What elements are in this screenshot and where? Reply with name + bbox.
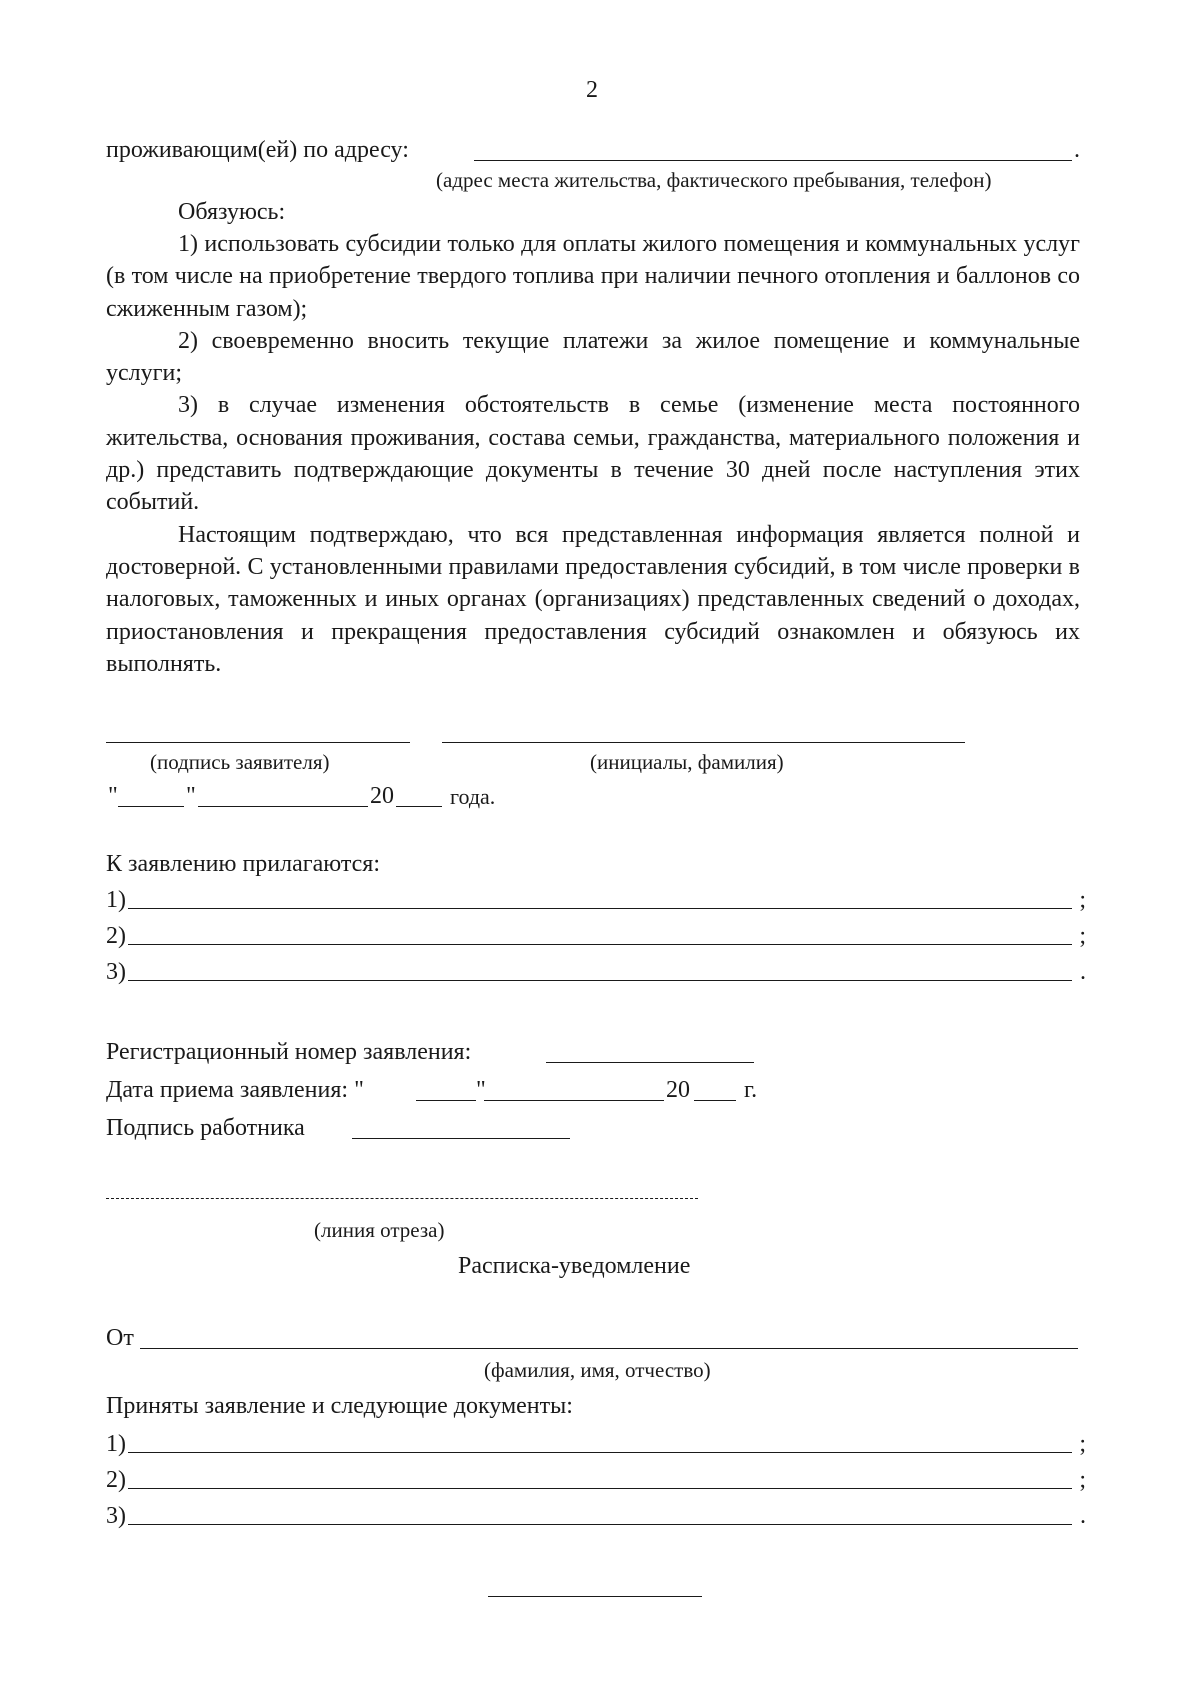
receipt-from-label: От — [106, 1325, 134, 1351]
signature-line[interactable] — [106, 742, 410, 743]
sign-date-day-line[interactable] — [118, 806, 184, 807]
reception-date-label: Дата приема заявления: " — [106, 1077, 364, 1103]
attachment-item-number: 3) — [106, 959, 126, 985]
address-end-mark: . — [1074, 137, 1080, 163]
sign-date-month-line[interactable] — [198, 806, 368, 807]
address-label: проживающим(ей) по адресу: — [106, 137, 409, 163]
address-field-line[interactable] — [474, 160, 1072, 161]
attachment-item-line[interactable] — [128, 908, 1072, 909]
worker-signature-label: Подпись работника — [106, 1115, 305, 1141]
attachment-item-number: 1) — [106, 887, 126, 913]
reception-date-year-suffix: г. — [744, 1077, 758, 1103]
receipt-doc-number: 1) — [106, 1431, 126, 1457]
attachment-item-end: . — [1080, 959, 1086, 985]
attachment-item-number: 2) — [106, 923, 126, 949]
reception-date-day-line[interactable] — [416, 1100, 476, 1101]
receipt-doc-end: ; — [1079, 1467, 1086, 1493]
attachment-item-line[interactable] — [128, 944, 1072, 945]
receipt-doc-line[interactable] — [128, 1452, 1072, 1453]
receipt-doc-end: . — [1080, 1503, 1086, 1529]
signature-caption: (подпись заявителя) — [150, 750, 330, 774]
reception-date-year-prefix: 20 — [666, 1077, 690, 1103]
attachments-heading: К заявлению прилагаются: — [106, 851, 381, 877]
obligations-heading: Обязуюсь: — [178, 199, 286, 225]
receipt-doc-line[interactable] — [128, 1488, 1072, 1489]
sign-date-year-prefix: 20 — [370, 783, 394, 809]
receipt-from-line[interactable] — [140, 1348, 1078, 1349]
obligation-item-3: 3) в случае изменения обстоятельств в семье (изменение места постоянного жительства, основания проживания, состава семьи, гражданства, материального положения и др.) представить подтверждающие документы в течение 30 дней после наступления этих событий. — [106, 392, 1080, 516]
obligation-item-2: 2) своевременно вносить текущие платежи за жилое помещение и коммунальные услуги; — [106, 327, 1080, 387]
obligation-item-1: 1) использовать субсидии только для оплаты жилого помещения и коммунальных услуг (в том числе на приобретение твердого топлива при наличии печного отопления и баллонов со сжиженным газом); — [106, 231, 1080, 322]
attachment-item-end: ; — [1079, 887, 1086, 913]
confirmation-paragraph: Настоящим подтверждаю, что вся представленная информация является полной и достоверной. С установленными правилами предоставления субсидий, в том числе проверки в налоговых, таможенных и иных органах (организациях) представленных сведений о доходах, приостановления и прекращения предоставления субсидий ознакомлен и обязуюсь их выполнять. — [106, 521, 1080, 677]
worker-signature-line[interactable] — [352, 1138, 570, 1139]
reception-date-quote-close: " — [476, 1077, 486, 1103]
attachment-item-line[interactable] — [128, 980, 1072, 981]
sign-date-year-suffix: года. — [450, 784, 496, 809]
receipt-doc-line[interactable] — [128, 1524, 1072, 1525]
registration-number-label: Регистрационный номер заявления: — [106, 1039, 472, 1065]
obligations-body — [106, 228, 1080, 680]
registration-number-line[interactable] — [546, 1062, 754, 1063]
cut-line — [106, 1198, 698, 1199]
name-caption: (инициалы, фамилия) — [590, 750, 784, 774]
receipt-doc-number: 2) — [106, 1467, 126, 1493]
receipt-doc-number: 3) — [106, 1503, 126, 1529]
reception-date-year-line[interactable] — [694, 1100, 736, 1101]
receipt-from-caption: (фамилия, имя, отчество) — [484, 1358, 711, 1382]
receipt-title: Расписка-уведомление — [458, 1253, 691, 1279]
attachment-item-end: ; — [1079, 923, 1086, 949]
sign-date-quote-close: " — [186, 783, 196, 809]
closing-divider — [488, 1596, 702, 1597]
page-number: 2 — [586, 77, 598, 103]
cut-line-caption: (линия отреза) — [314, 1218, 445, 1242]
name-line[interactable] — [442, 742, 965, 743]
receipt-docs-heading: Приняты заявление и следующие документы: — [106, 1393, 573, 1419]
sign-date-quote-open: " — [108, 783, 118, 809]
address-caption: (адрес места жительства, фактического пребывания, телефон) — [436, 168, 992, 192]
reception-date-month-line[interactable] — [484, 1100, 664, 1101]
sign-date-year-line[interactable] — [396, 806, 442, 807]
receipt-doc-end: ; — [1079, 1431, 1086, 1457]
